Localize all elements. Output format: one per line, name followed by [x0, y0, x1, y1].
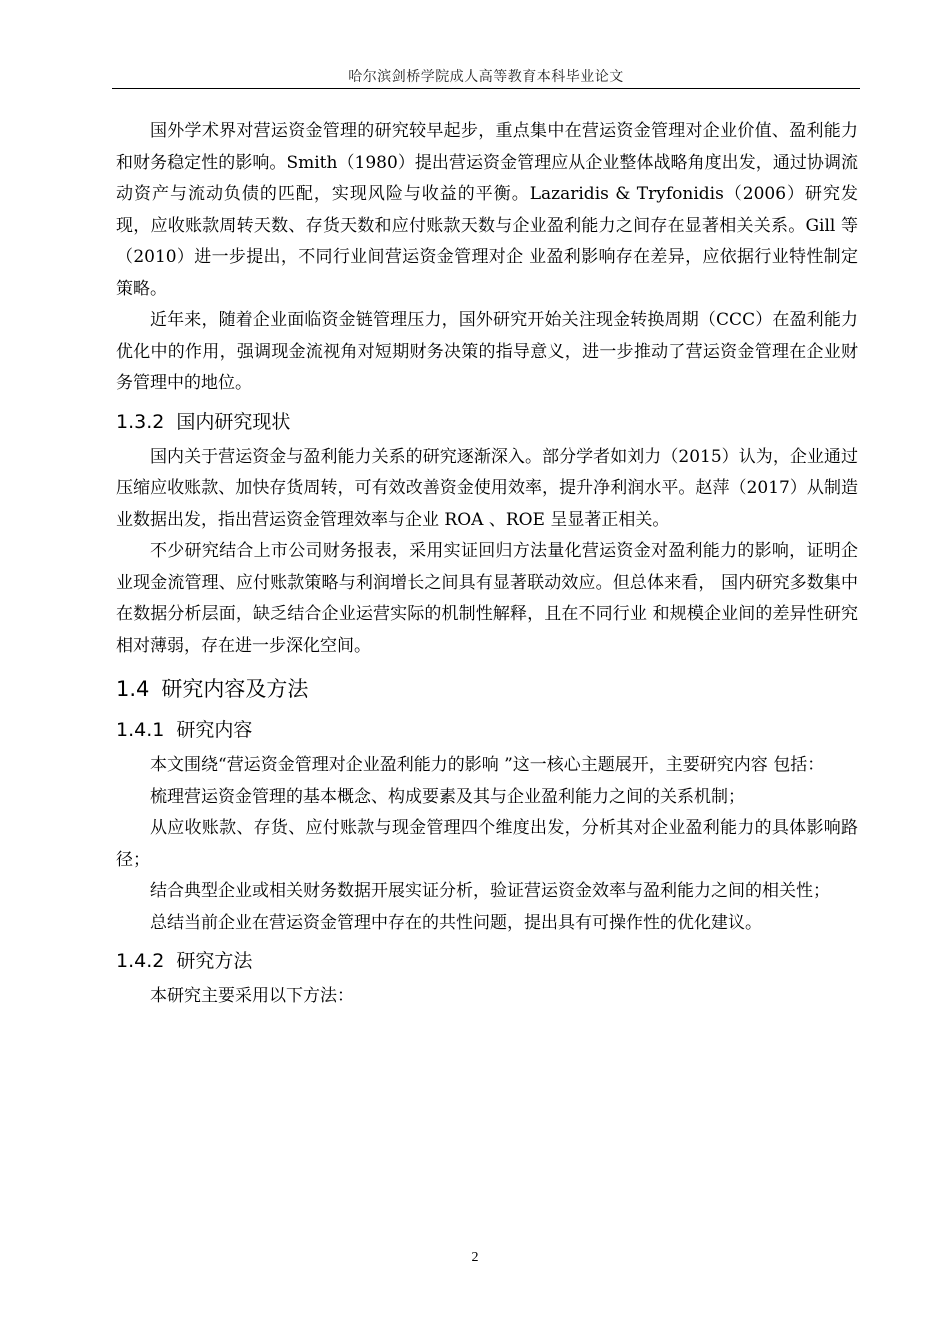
paragraph-domestic-2: 不少研究结合上市公司财务报表，采用实证回归方法量化营运资金对盈利能力的影响，证明企业现金流管理、应付账款策略与利润增长之间具有显著联动效应。但总体来看， 国内研究多数集中在数据分析层面，缺乏结合企业运营实际的机制性解释，且在不同行业 和规模企业间的差异性研究相对薄弱，存在进一步深化空间。 [116, 541, 858, 656]
paragraph-content-item-4: 总结当前企业在营运资金管理中存在的共性问题，提出具有可操作性的优化建议。 [150, 912, 762, 933]
paragraph-content-intro: 本文围绕“营运资金管理对企业盈利能力的影响 ”这一核心主题展开，主要研究内容 包括： [150, 755, 825, 775]
paragraph-foreign-2: 近年来，随着企业面临资金链管理压力，国外研究开始关注现金转换周期（CCC）在盈利能力优化中的作用，强调现金流视角对短期财务决策的指导意义，进一步推动了营运资金管理在企业财务管理中的地位。 [116, 310, 858, 393]
heading-number: 1.4.2 [116, 950, 165, 972]
heading-content-and-methods [116, 672, 858, 706]
paragraph-content-item-3: 结合典型企业或相关财务数据开展实证分析，验证营运资金效率与盈利能力之间的相关性； [150, 881, 830, 901]
page-header: 哈尔滨剑桥学院成人高等教育本科毕业论文 [348, 69, 624, 85]
header-divider [112, 88, 860, 89]
paragraph-domestic-1: 国内关于营运资金与盈利能力关系的研究逐渐深入。部分学者如刘力（2015）认为，企业通过压缩应收账款、加快存货周转，可有效改善资金使用效率，提升净利润水平。赵萍（2017）从制造业数据出发，指出营运资金管理效率与企业 ROA 、ROE 呈显著正相关。 [116, 446, 858, 530]
heading-research-methods [116, 945, 858, 977]
paragraph-foreign-1: 国外学术界对营运资金管理的研究较早起步，重点集中在营运资金管理对企业价值、盈利能力和财务稳定性的影响。Smith（1980）提出营运资金管理应从企业整体战略角度出发，通过协调流动资产与流动负债的匹配，实现风险与收益的平衡。Lazaridis & Tryfonidis（2006）研究发现，应收账款周转天数、存货天数和应付账款天数与企业盈利能力之间存在显著相关关系。Gill 等（2010）进一步提出，不同行业间营运资金管理对企 业盈利影响存在差异，应依据行业特性制定策略。 [116, 121, 858, 299]
paragraph-content-item-1: 梳理营运资金管理的基本概念、构成要素及其与企业盈利能力之间的关系机制； [150, 786, 745, 807]
page-body [116, 116, 858, 1013]
heading-title: 国内研究现状 [176, 410, 291, 433]
heading-domestic-research [116, 406, 858, 438]
heading-title: 研究内容 [176, 719, 253, 741]
heading-research-content [116, 714, 858, 746]
page-number: 2 [471, 1250, 479, 1265]
heading-number: 1.4 [116, 677, 150, 701]
heading-title: 研究方法 [176, 950, 253, 972]
heading-title: 研究内容及方法 [161, 677, 309, 701]
heading-number: 1.4.1 [116, 719, 165, 741]
paragraph-content-item-2: 从应收账款、存货、应付账款与现金管理四个维度出发，分析其对企业盈利能力的具体影响路径； [116, 818, 858, 870]
heading-number: 1.3.2 [116, 410, 165, 433]
paragraph-methods-intro: 本研究主要采用以下方法： [150, 986, 354, 1006]
